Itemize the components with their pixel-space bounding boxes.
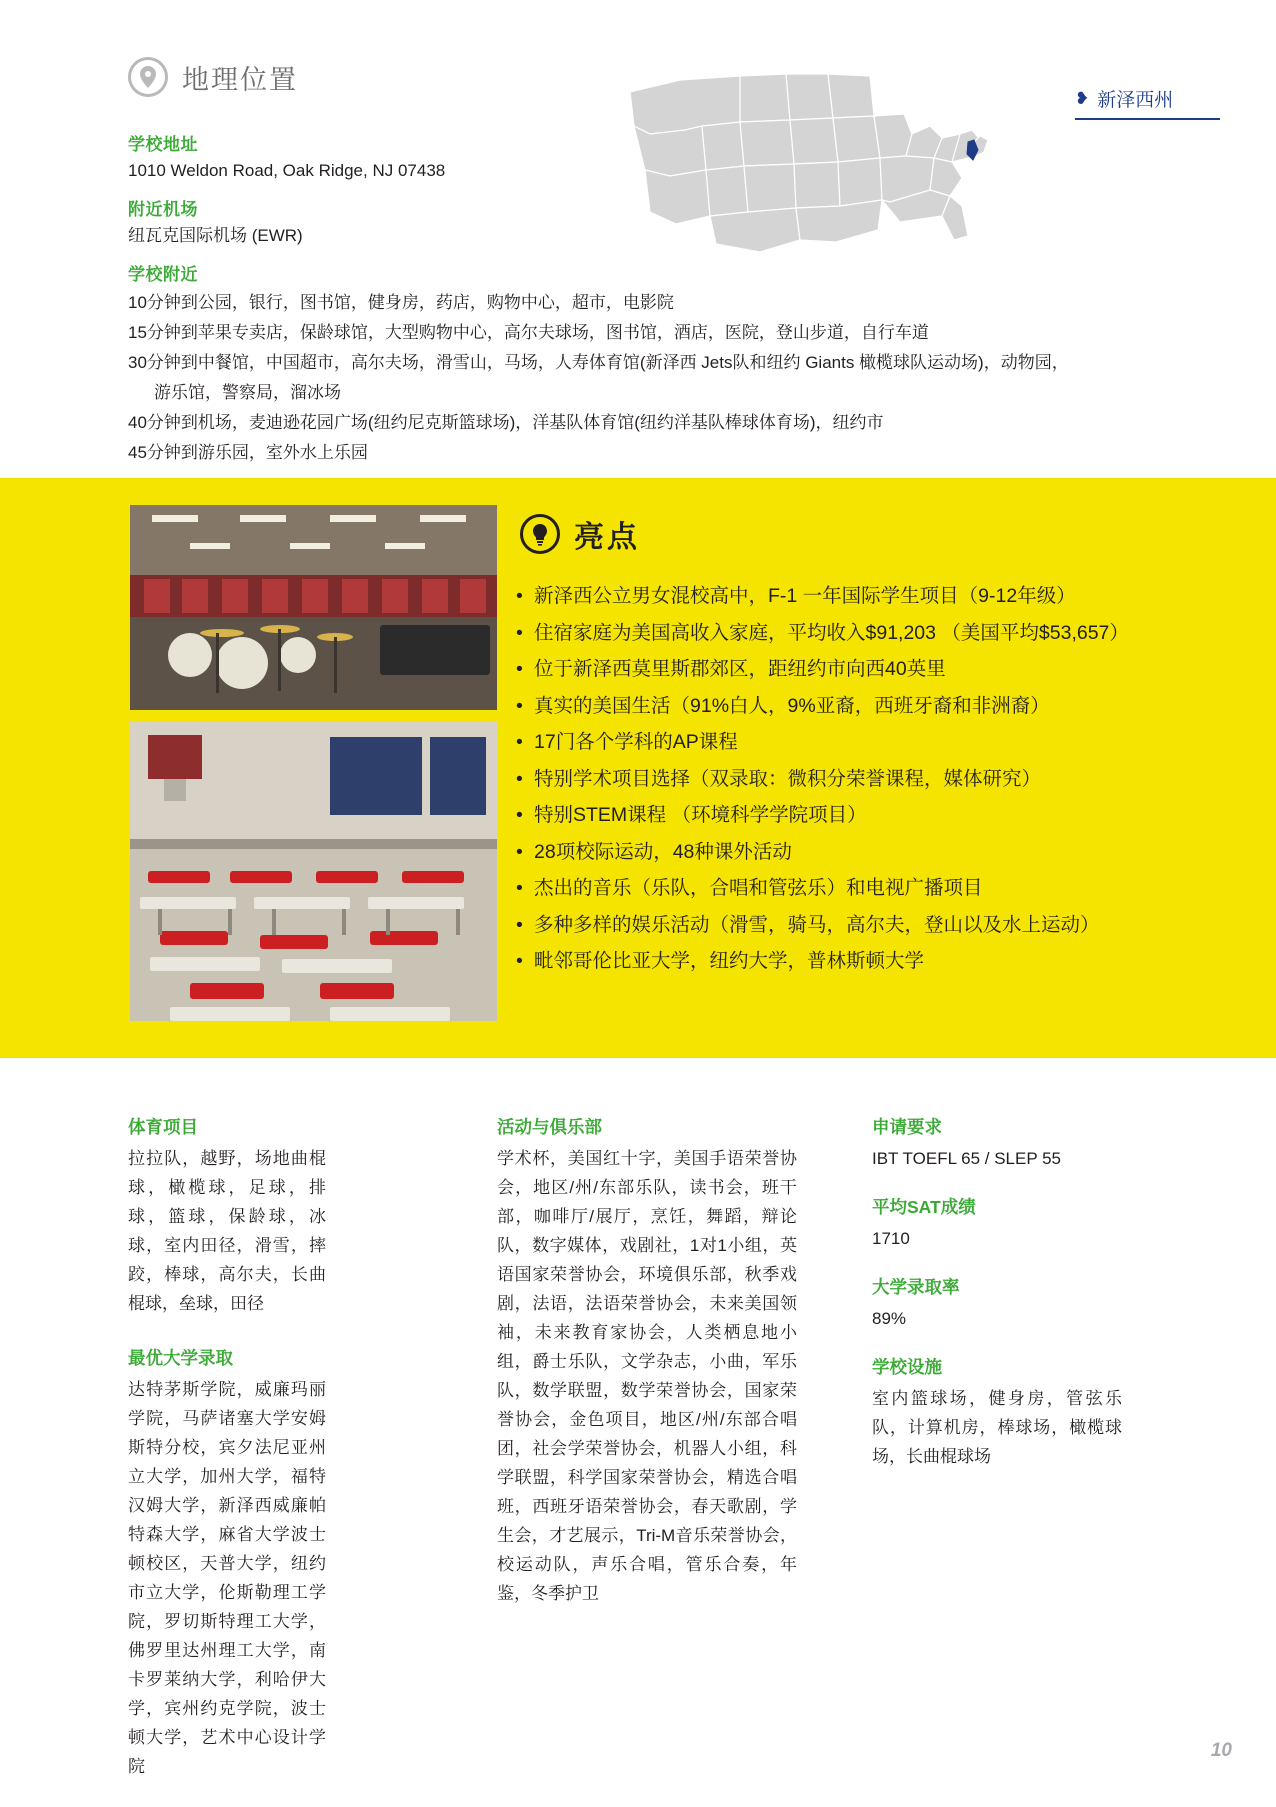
nearby-line: 10分钟到公园，银行，图书馆，健身房，药店，购物中心，超市，电影院	[128, 293, 674, 312]
location-title: 地理位置	[182, 64, 298, 95]
nearby-list	[128, 288, 1078, 468]
location-section-header	[128, 57, 298, 97]
highlight-item: • 17门各个学科的AP课程	[516, 724, 1216, 761]
nearby-line: 45分钟到游乐园，室外水上乐园	[128, 443, 368, 462]
address-value: 1010 Weldon Road, Oak Ridge, NJ 07438	[128, 161, 446, 180]
facilities-heading: 学校设施	[872, 1357, 942, 1377]
facilities-text: 室内篮球场，健身房，管弦乐队，计算机房，棒球场，橄榄球场，长曲棍球场	[872, 1389, 1122, 1466]
colleges-heading: 最优大学录取	[128, 1348, 233, 1368]
requirements-heading: 申请要求	[872, 1117, 942, 1137]
highlight-item: • 杰出的音乐（乐队，合唱和管弦乐）和电视广播项目	[516, 870, 1216, 907]
address-label: 学校地址	[128, 135, 198, 154]
state-pin-icon: ❥	[1075, 88, 1090, 108]
sat-heading: 平均SAT成绩	[872, 1197, 976, 1217]
nearby-line: 游乐馆，警察局，溜冰场	[154, 383, 341, 402]
details-section	[0, 1058, 1276, 1790]
admit-rate-heading: 大学录取率	[872, 1277, 960, 1297]
highlight-item: • 特别学术项目选择（双录取：微积分荣誉课程，媒体研究）	[516, 761, 1216, 798]
sports-heading: 体育项目	[128, 1117, 198, 1137]
location-section	[0, 0, 1276, 478]
highlight-item: • 新泽西公立男女混校高中，F-1 一年国际学生项目（9-12年级）	[516, 578, 1216, 615]
nearby-line: 40分钟到机场，麦迪逊花园广场(纽约尼克斯篮球场)，洋基队体育馆(纽约洋基队棒球体育场)，纽约市	[128, 413, 884, 432]
highlight-item: • 毗邻哥伦比亚大学，纽约大学，普林斯顿大学	[516, 943, 1216, 980]
nearby-line: 15分钟到苹果专卖店，保龄球馆，大型购物中心，高尔夫球场，图书馆，酒店，医院，登山步道，自行车道	[128, 323, 929, 342]
map-pin-icon	[128, 57, 168, 97]
airport-value: 纽瓦克国际机场 (EWR)	[128, 226, 303, 245]
highlight-item: • 住宿家庭为美国高收入家庭，平均收入$91,203 （美国平均$53,657）	[516, 615, 1216, 652]
highlight-item: • 位于新泽西莫里斯郡郊区，距纽约市向西40英里	[516, 651, 1216, 688]
nearby-line: 30分钟到中餐馆，中国超市，高尔夫场，滑雪山，马场，人寿体育馆(新泽西 Jets队和纽约 Giants 橄榄球队运动场)，动物园，	[128, 353, 1069, 372]
nearby-label: 学校附近	[128, 265, 198, 284]
clubs-text: 学术杯，美国红十字，美国手语荣誉协会，地区/州/东部乐队，读书会，班干部，咖啡厅/展厅，烹饪，舞蹈，辩论队，数字媒体，戏剧社，1对1小组，英语国家荣誉协会，环境俱乐部，秋季戏剧，法语，法语荣誉协会，未来美国领袖，未来教育家协会，人类栖息地小组，爵士乐队，文学杂志，小曲，军乐队，数学联盟，数学荣誉协会，国家荣誉协会，金色项目，地区/州/东部合唱团，社会学荣誉协会，机器人小组，科学联盟，科学国家荣誉协会，精选合唱班，西班牙语荣誉协会，春天歌剧，学生会，才艺展示，Tri-M音乐荣誉协会，校运动队，声乐合唱，管乐合奏，年鉴，冬季护卫	[497, 1149, 797, 1603]
highlight-item: • 28项校际运动，48种课外活动	[516, 834, 1216, 871]
page-number: 10	[1210, 1740, 1232, 1761]
location-details	[128, 130, 1078, 468]
colleges-text: 达特茅斯学院，威廉玛丽学院，马萨诸塞大学安姆斯特分校，宾夕法尼亚州立大学，加州大学，福特汉姆大学，新泽西威廉帕特森大学，麻省大学波士顿校区，天普大学，纽约市立大学，伦斯勒理工学院，罗切斯特理工大学，佛罗里达州理工大学，南卡罗莱纳大学，利哈伊大学，宾州约克学院，波士顿大学，艺术中心设计学院	[128, 1380, 326, 1776]
classroom-photo	[130, 721, 497, 1021]
highlight-item: • 特别STEM课程 （环境科学学院项目）	[516, 797, 1216, 834]
state-label	[1075, 85, 1220, 120]
highlight-item: • 多种多样的娱乐活动（滑雪，骑马，高尔夫，登山以及水上运动）	[516, 907, 1216, 944]
highlights-title: 亮点	[574, 521, 640, 554]
requirements-text: IBT TOEFL 65 / SLEP 55	[872, 1149, 1062, 1168]
highlights-section-header	[520, 512, 640, 556]
lightbulb-icon	[520, 514, 560, 554]
clubs-heading: 活动与俱乐部	[497, 1117, 602, 1137]
highlight-item: • 真实的美国生活（91%白人，9%亚裔，西班牙裔和非洲裔）	[516, 688, 1216, 725]
highlights-list	[516, 578, 1216, 980]
state-name: 新泽西州	[1097, 90, 1174, 111]
airport-label: 附近机场	[128, 200, 198, 219]
sports-and-colleges-column	[128, 1113, 326, 1807]
requirements-column	[872, 1113, 1122, 1497]
clubs-column	[497, 1113, 797, 1634]
band-room-photo	[130, 505, 497, 710]
highlights-section	[0, 478, 1276, 1058]
sat-text: 1710	[872, 1229, 910, 1248]
admit-rate-text: 89%	[872, 1309, 907, 1328]
sports-text: 拉拉队，越野，场地曲棍球，橄榄球，足球，排球，篮球，保龄球，冰球，室内田径，滑雪，摔跤，棒球，高尔夫，长曲棍球，垒球，田径	[128, 1149, 326, 1313]
